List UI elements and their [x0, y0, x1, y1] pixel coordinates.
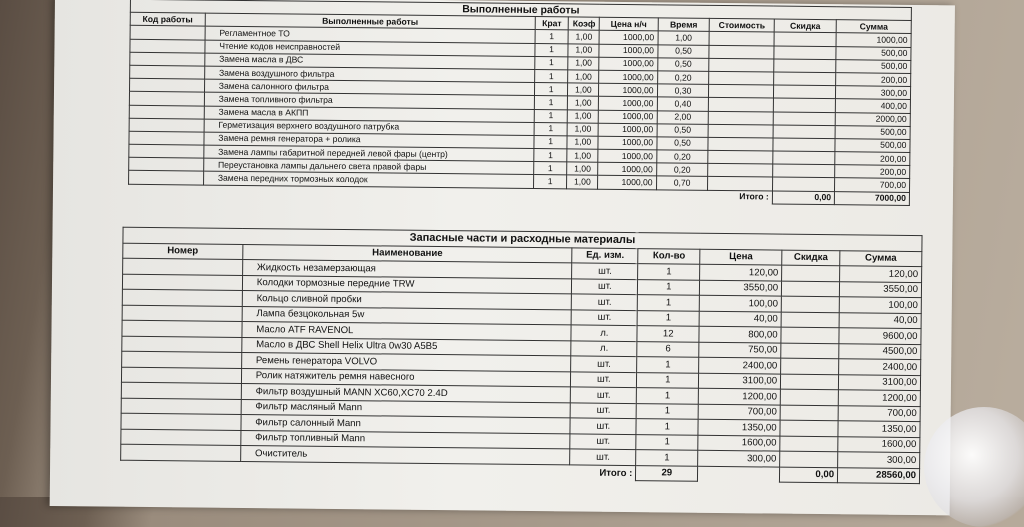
work-time: 0,50: [657, 123, 709, 137]
work-sum: 300,00: [836, 86, 911, 100]
work-cost: [709, 71, 774, 85]
part-number: [122, 289, 242, 306]
work-cost: [709, 58, 774, 72]
part-number: [121, 367, 241, 384]
part-discount: [780, 405, 838, 421]
part-sum: 9600,00: [839, 328, 921, 344]
part-qty: 1: [638, 295, 700, 311]
part-qty: 1: [637, 357, 699, 373]
work-koef: 1,00: [568, 57, 599, 71]
work-cost: [709, 45, 774, 59]
part-number: [121, 429, 241, 446]
part-sum: 100,00: [839, 297, 921, 313]
part-sum: 2400,00: [839, 359, 921, 375]
works-table: [128, 0, 912, 206]
part-price: 750,00: [699, 342, 781, 358]
part-qty: 6: [637, 341, 699, 357]
part-unit: шт.: [570, 418, 636, 434]
part-unit: шт.: [571, 309, 637, 325]
part-unit: шт.: [570, 433, 636, 449]
part-discount: [780, 420, 838, 436]
work-name: Замена передних тормозных колодок: [203, 172, 533, 189]
part-number: [121, 413, 241, 430]
works-total-discount: 0,00: [772, 191, 834, 205]
work-sum: 700,00: [835, 178, 910, 192]
works-total-sum: 7000,00: [835, 191, 910, 205]
part-discount: [781, 296, 839, 312]
col-part-discount: Скидка: [782, 250, 840, 266]
work-code: [130, 65, 205, 79]
work-cost: [708, 164, 773, 178]
col-work: Выполненные работы: [205, 13, 535, 30]
part-number: [122, 336, 242, 353]
work-code: [129, 92, 204, 106]
work-discount: [772, 164, 834, 178]
part-number: [123, 258, 243, 275]
work-price: 1000,00: [599, 110, 657, 124]
work-price: 1000,00: [599, 97, 657, 111]
part-price: 3550,00: [700, 280, 782, 296]
work-time: 0,50: [657, 44, 709, 58]
part-number: [122, 320, 242, 337]
part-qty: 12: [637, 326, 699, 342]
work-name: Замена воздушного фильтра: [204, 66, 534, 83]
col-unit: Ед. изм.: [572, 247, 638, 263]
col-name: Наименование: [243, 244, 573, 263]
work-discount: [773, 125, 835, 139]
part-unit: шт.: [572, 278, 638, 294]
work-price: 1000,00: [599, 57, 657, 71]
work-cost: [709, 111, 774, 125]
part-discount: [780, 389, 838, 405]
part-qty: 1: [638, 279, 700, 295]
part-unit: л.: [571, 325, 637, 341]
work-krat: 1: [535, 30, 568, 44]
work-name: Замена масла в ДВС: [205, 53, 535, 70]
part-sum: 4500,00: [839, 343, 921, 359]
part-discount: [781, 343, 839, 359]
work-koef: 1,00: [568, 96, 599, 110]
work-sum: 2000,00: [835, 112, 910, 126]
work-sum: 200,00: [836, 73, 911, 87]
part-number: [122, 305, 242, 322]
work-koef: 1,00: [567, 162, 598, 176]
part-unit: шт.: [572, 294, 638, 310]
work-code: [130, 78, 205, 92]
part-discount: [781, 358, 839, 374]
work-cost: [708, 137, 773, 151]
col-part-sum: Сумма: [840, 250, 922, 266]
work-sum: 200,00: [835, 165, 910, 179]
work-code: [129, 171, 204, 185]
col-discount: Скидка: [774, 19, 836, 33]
part-sum: 3550,00: [839, 281, 921, 297]
work-koef: 1,00: [568, 83, 599, 97]
col-part-price: Цена: [700, 249, 782, 265]
part-sum: 300,00: [838, 452, 920, 468]
part-number: [122, 274, 242, 291]
work-krat: 1: [535, 43, 568, 57]
part-sum: 1200,00: [838, 390, 920, 406]
work-krat: 1: [534, 83, 567, 97]
part-qty: 1: [636, 419, 698, 435]
part-qty: 1: [637, 372, 699, 388]
work-name: Чтение кодов неисправностей: [205, 40, 535, 57]
works-total-label: Итого :: [739, 191, 769, 202]
part-price: 1350,00: [698, 419, 780, 435]
part-discount: [780, 451, 838, 467]
part-qty: 1: [636, 450, 698, 466]
part-name: Фильтр масляный Mann: [241, 399, 571, 418]
work-sum: 400,00: [835, 99, 910, 113]
part-price: 300,00: [698, 450, 780, 466]
work-cost: [709, 32, 774, 46]
work-discount: [774, 59, 836, 73]
work-cost: [708, 177, 773, 191]
work-name: Регламентное ТО: [205, 26, 535, 43]
col-koef: Коэф: [568, 17, 599, 31]
work-krat: 1: [534, 135, 567, 149]
works-title: Выполненные работы: [130, 0, 911, 21]
col-krat: Крат: [535, 17, 568, 31]
part-price: 40,00: [699, 311, 781, 327]
part-unit: шт.: [571, 356, 637, 372]
work-cost: [709, 98, 774, 112]
work-code: [130, 52, 205, 66]
col-sum: Сумма: [836, 20, 911, 34]
parts-total-discount: 0,00: [780, 467, 838, 483]
parts-title: Запасные части и расходные материалы: [123, 227, 922, 251]
work-name: Переустановка лампы дальнего света правой фары: [203, 158, 533, 175]
col-cost: Стоимость: [710, 19, 775, 33]
work-sum: 500,00: [835, 125, 910, 139]
invoice-paper: [50, 0, 955, 515]
part-name: Масло ATF RAVENOL: [242, 321, 572, 340]
work-koef: 1,00: [567, 123, 598, 137]
col-number: Номер: [123, 243, 243, 260]
work-time: 0,50: [657, 58, 709, 72]
part-unit: шт.: [571, 387, 637, 403]
work-cost: [709, 124, 774, 138]
work-discount: [774, 32, 836, 46]
work-time: 0,40: [657, 97, 709, 111]
part-unit: л.: [571, 340, 637, 356]
part-price: 800,00: [699, 326, 781, 342]
parts-total-sum: 28560,00: [838, 467, 920, 483]
part-price: 700,00: [698, 404, 780, 420]
part-qty: 1: [637, 310, 699, 326]
part-qty: 1: [636, 403, 698, 419]
col-qty: Кол-во: [638, 248, 700, 264]
part-name: Лампа безцокольная 5w: [242, 306, 572, 325]
work-time: 0,20: [656, 163, 708, 177]
work-code: [129, 105, 204, 119]
work-price: 1000,00: [598, 149, 656, 163]
work-koef: 1,00: [568, 70, 599, 84]
part-name: Жидкость незамерзающая: [242, 259, 572, 278]
part-name: Кольцо сливной пробки: [242, 290, 572, 309]
parts-total-qty: 29: [636, 465, 698, 481]
part-name: Фильтр топливный Mann: [241, 430, 571, 449]
work-discount: [773, 98, 835, 112]
work-time: 2,00: [657, 110, 709, 124]
work-krat: 1: [534, 96, 567, 110]
part-sum: 40,00: [839, 312, 921, 328]
parts-total-label: Итого :: [599, 467, 633, 479]
work-price: 1000,00: [599, 70, 657, 84]
work-code: [129, 131, 204, 145]
work-discount: [772, 177, 834, 191]
part-sum: 1350,00: [838, 421, 920, 437]
work-discount: [773, 138, 835, 152]
work-sum: 1000,00: [836, 33, 911, 47]
part-unit: шт.: [572, 263, 638, 279]
work-name: Замена лампы габаритной передней левой фары (центр): [204, 145, 534, 162]
work-name: Герметизация верхнего воздушного патрубка: [204, 119, 534, 136]
work-cost: [709, 84, 774, 98]
work-name: Замена ремня генератора + ролика: [204, 132, 534, 149]
work-time: 0,30: [657, 84, 709, 98]
col-time: Время: [658, 18, 710, 32]
part-unit: шт.: [571, 371, 637, 387]
col-code: Код работы: [130, 12, 205, 26]
work-code: [129, 118, 204, 132]
part-discount: [781, 374, 839, 390]
work-price: 1000,00: [598, 123, 656, 137]
work-discount: [773, 85, 835, 99]
part-unit: шт.: [570, 449, 636, 465]
part-number: [122, 351, 242, 368]
part-price: 1600,00: [698, 435, 780, 451]
part-discount: [781, 327, 839, 343]
work-krat: 1: [535, 56, 568, 70]
part-sum: 1600,00: [838, 436, 920, 452]
work-sum: 500,00: [836, 46, 911, 60]
work-koef: 1,00: [567, 175, 598, 189]
work-cost: [708, 150, 773, 164]
work-krat: 1: [534, 149, 567, 163]
work-krat: 1: [534, 162, 567, 176]
col-price: Цена н/ч: [600, 17, 658, 31]
part-price: 100,00: [699, 295, 781, 311]
work-sum: 500,00: [836, 59, 911, 73]
work-time: 0,20: [656, 150, 708, 164]
part-number: [121, 398, 241, 415]
part-qty: 1: [638, 264, 700, 280]
work-discount: [773, 151, 835, 165]
part-discount: [782, 265, 840, 281]
work-krat: 1: [534, 109, 567, 123]
part-name: Масло в ДВС Shell Helix Ultra 0w30 A5B5: [242, 337, 572, 356]
work-krat: 1: [534, 122, 567, 136]
work-price: 1000,00: [599, 44, 657, 58]
work-krat: 1: [535, 69, 568, 83]
work-discount: [773, 72, 835, 86]
part-name: Ролик натяжитель ремня навесного: [241, 368, 571, 387]
work-time: 0,50: [656, 137, 708, 151]
part-discount: [782, 281, 840, 297]
work-price: 1000,00: [599, 83, 657, 97]
work-price: 1000,00: [598, 136, 656, 150]
work-code: [129, 144, 204, 158]
part-price: 1200,00: [699, 388, 781, 404]
part-name: Фильтр воздушный MANN XC60,XC70 2.4D: [241, 383, 571, 402]
part-price: 2400,00: [699, 357, 781, 373]
work-discount: [774, 46, 836, 60]
work-discount: [773, 112, 835, 126]
part-name: Фильтр салонный Mann: [241, 414, 571, 433]
work-name: Замена топливного фильтра: [204, 92, 534, 109]
part-name: Колодки тормозные передние TRW: [242, 275, 572, 294]
part-price: 120,00: [700, 264, 782, 280]
part-sum: 120,00: [840, 266, 922, 282]
work-code: [130, 26, 205, 40]
part-number: [121, 444, 241, 461]
part-qty: 1: [637, 388, 699, 404]
work-time: 1,00: [658, 31, 710, 45]
part-sum: 3100,00: [838, 374, 920, 390]
work-sum: 200,00: [835, 152, 910, 166]
part-name: Ремень генератора VOLVO: [241, 352, 571, 371]
parts-table: [120, 227, 923, 484]
part-qty: 1: [636, 434, 698, 450]
work-name: Замена салонного фильтра: [204, 79, 534, 96]
part-discount: [781, 312, 839, 328]
work-name: Замена масла в АКПП: [204, 106, 534, 123]
part-sum: 700,00: [838, 405, 920, 421]
work-koef: 1,00: [568, 43, 599, 57]
work-sum: 500,00: [835, 139, 910, 153]
work-code: [129, 158, 204, 172]
work-code: [130, 39, 205, 53]
work-koef: 1,00: [567, 136, 598, 150]
work-price: 1000,00: [598, 162, 656, 176]
work-koef: 1,00: [567, 149, 598, 163]
part-name: Очиститель: [240, 445, 570, 464]
part-unit: шт.: [571, 402, 637, 418]
work-time: 0,20: [657, 71, 709, 85]
part-discount: [780, 436, 838, 452]
part-number: [121, 382, 241, 399]
work-time: 0,70: [656, 176, 708, 190]
work-koef: 1,00: [568, 30, 599, 44]
work-koef: 1,00: [567, 109, 598, 123]
work-price: 1000,00: [599, 31, 657, 45]
work-price: 1000,00: [598, 176, 656, 190]
work-krat: 1: [534, 175, 567, 189]
part-price: 3100,00: [699, 373, 781, 389]
